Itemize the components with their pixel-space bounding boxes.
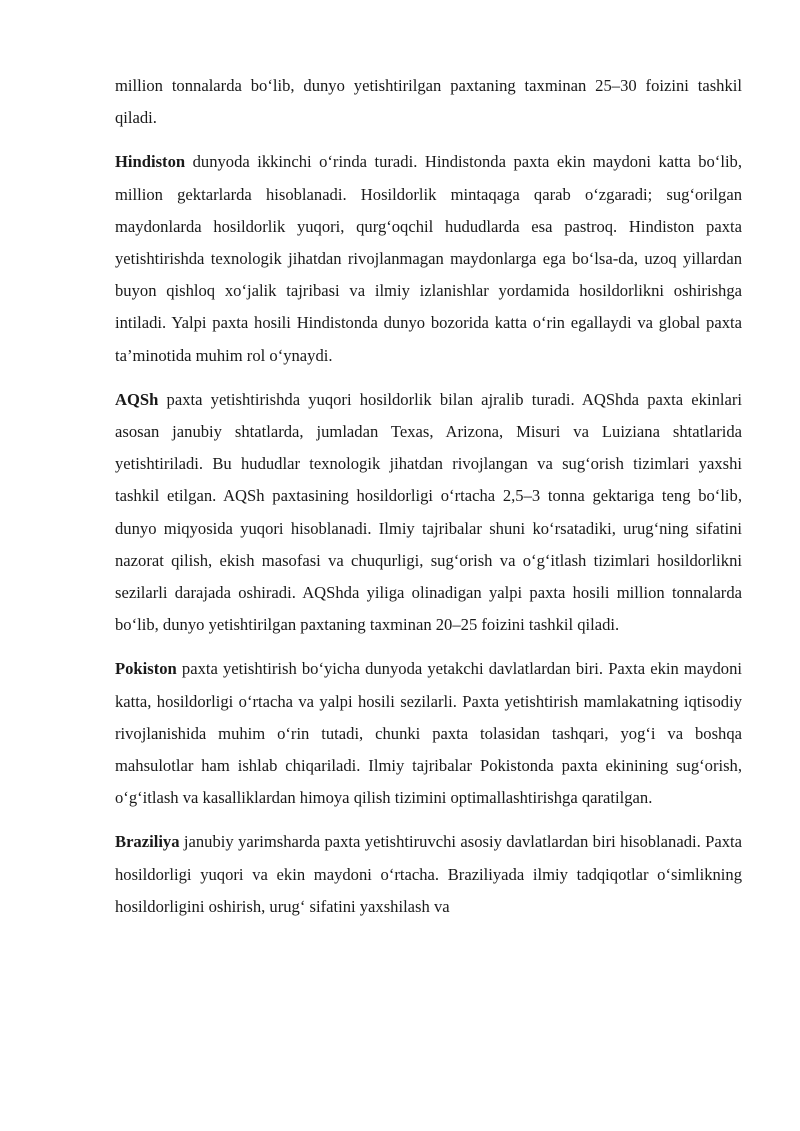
paragraph-text: million tonnalarda bo‘lib, dunyo yetishtirilgan paxtaning taxminan 25–30 foizini tashkil qiladi.	[115, 76, 742, 128]
paragraph-pokiston	[115, 653, 742, 814]
document-page	[115, 70, 742, 935]
paragraph-lead: Braziliya	[115, 832, 180, 852]
paragraph-aqsh	[115, 384, 742, 642]
paragraph-braziliya	[115, 826, 742, 923]
paragraph-lead: Pokiston	[115, 659, 177, 679]
paragraph-lead: Hindiston	[115, 152, 186, 172]
paragraph-text: dunyoda ikkinchi o‘rinda turadi. Hindistonda paxta ekin maydoni katta bo‘lib, million gektarlarda hisoblanadi. Hosildorlik mintaqaga qarab o‘zgaradi; sug‘orilgan maydonlarda hosildorlik yuqori, qurg‘oqchil hududlarda esa pastroq. Hindiston paxta yetishtirishda texnologik jihatdan rivojlanmagan maydonlarga ega bo‘lsa-da, uzoq yillardan buyon qishloq xo‘jalik tajribasi va ilmiy izlanishlar yordamida hosildorlikni oshirishga intiladi. Yalpi paxta hosili Hindistonda dunyo bozorida katta o‘rin egallaydi va global paxta ta’minotida muhim rol o‘ynaydi.	[115, 152, 742, 365]
paragraph-continuation	[115, 70, 742, 134]
paragraph-text: janubiy yarimsharda paxta yetishtiruvchi asosiy davlatlardan biri hisoblanadi. Paxta hosildorligi yuqori va ekin maydoni o‘rtacha. Braziliyada ilmiy tadqiqotlar o‘simlikning hosildorligini oshirish, urug‘ sifatini yaxshilash va	[115, 832, 742, 916]
paragraph-hindiston	[115, 146, 742, 371]
paragraph-text: paxta yetishtirishda yuqori hosildorlik bilan ajralib turadi. AQShda paxta ekinlari asosan janubiy shtatlarda, jumladan Texas, Arizona, Misuri va Luiziana shtatlarida yetishtiriladi. Bu hududlar texnologik jihatdan rivojlangan va sug‘orish tizimlari yaxshi tashkil etilgan. AQSh paxtasining hosildorligi o‘rtacha 2,5–3 tonna gektariga teng bo‘lib, dunyo miqyosida yuqori hisoblanadi. Ilmiy tajribalar shuni ko‘rsatadiki, urug‘ning sifatini nazorat qilish, ekish masofasi va chuqurligi, sug‘orish va o‘g‘itlash tizimlari hosildorlikni sezilarli darajada oshiradi. AQShda yiliga olinadigan yalpi paxta hosili million tonnalarda bo‘lib, dunyo yetishtirilgan paxtaning taxminan 20–25 foizini tashkil qiladi.	[115, 389, 742, 635]
paragraph-lead: AQSh	[115, 389, 159, 409]
paragraph-text: paxta yetishtirish bo‘yicha dunyoda yetakchi davlatlardan biri. Paxta ekin maydoni katta, hosildorligi o‘rtacha va yalpi hosili sezilarli. Paxta yetishtirish mamlakatning iqtisodiy rivojlanishida muhim o‘rin tutadi, chunki paxta tolasidan tashqari, yog‘i va boshqa mahsulotlar ham ishlab chiqariladi. Ilmiy tajribalar Pokistonda paxta ekinining sug‘orish, o‘g‘itlash va kasalliklardan himoya qilish tizimini optimallashtirishga qaratilgan.	[115, 659, 742, 808]
